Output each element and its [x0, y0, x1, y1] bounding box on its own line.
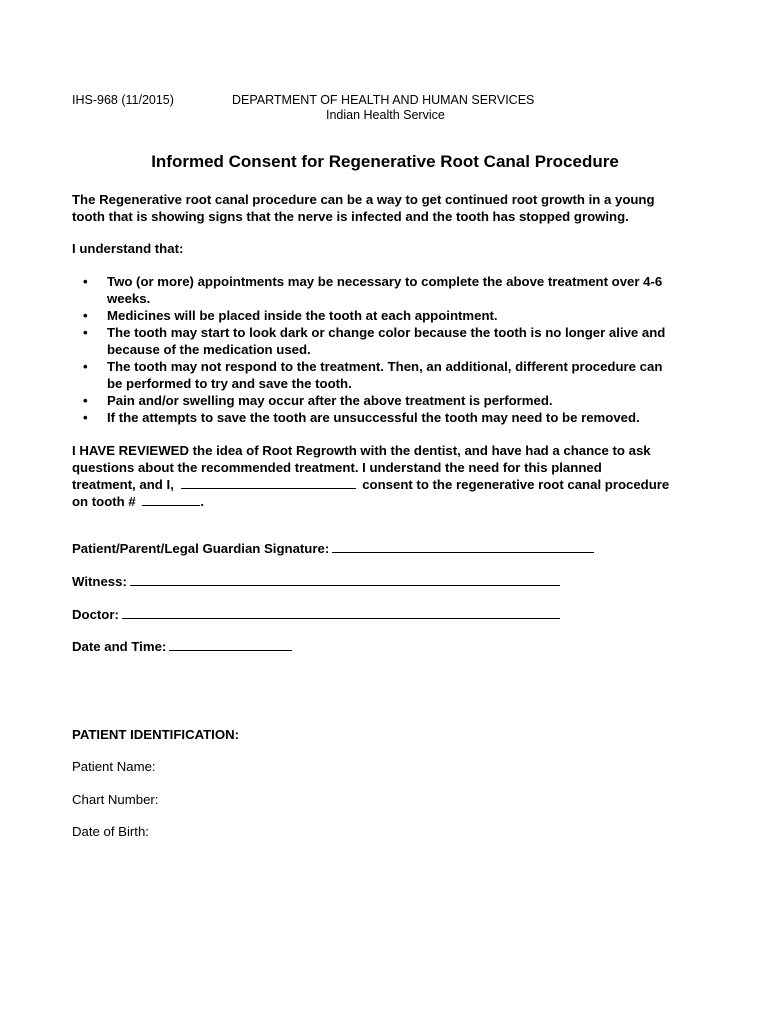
list-item: • Pain and/or swelling may occur after the above treatment is performed. — [83, 393, 553, 408]
patient-name-label: Patient Name: — [72, 759, 156, 774]
list-item: • Medicines will be placed inside the tooth at each appointment. — [83, 308, 498, 323]
witness-row — [72, 573, 560, 589]
list-item: • If the attempts to save the tooth are unsuccessful the tooth may need to be removed. — [83, 410, 640, 425]
bullet-icon: • — [83, 325, 88, 340]
bullet-icon: • — [83, 359, 88, 374]
bullet-icon: • — [83, 410, 88, 425]
intro-line-1: The Regenerative root canal procedure can be a way to get continued root growth in a young — [72, 192, 655, 207]
consent-line-3: treatment, and I, consent to the regenerative root canal procedure — [72, 477, 670, 492]
consent-line-4: on tooth # . — [72, 494, 205, 509]
date-time-label: Date and Time: — [72, 639, 167, 654]
department-name: DEPARTMENT OF HEALTH AND HUMAN SERVICES — [232, 93, 535, 107]
witness-label: Witness: — [72, 574, 127, 589]
consent-paragraph — [72, 442, 669, 510]
understand-label: I understand that: — [72, 241, 184, 256]
doctor-label: Doctor: — [72, 607, 119, 622]
witness-field[interactable] — [130, 573, 560, 586]
patient-signature-label: Patient/Parent/Legal Guardian Signature: — [72, 541, 330, 556]
consent-bullet-list — [72, 273, 665, 426]
date-time-field[interactable] — [169, 638, 292, 651]
patient-signature-field[interactable] — [332, 540, 594, 553]
list-item: • The tooth may start to look dark or change color because the tooth is no longer alive and because of the medication used. — [83, 325, 666, 357]
list-item: • Two (or more) appointments may be necessary to complete the above treatment over 4-6 weeks. — [83, 274, 663, 306]
patient-signature-row — [72, 540, 594, 556]
consenter-name-field[interactable] — [181, 476, 356, 489]
list-item: • The tooth may not respond to the treatment. Then, an additional, different procedure can be performed to try and save the tooth. — [83, 359, 663, 391]
bullet-icon: • — [83, 308, 88, 323]
consent-line-2: questions about the recommended treatment. I understand the need for this planned — [72, 460, 602, 475]
chart-number-label: Chart Number: — [72, 792, 159, 807]
consent-line-1: I HAVE REVIEWED the idea of Root Regrowth with the dentist, and have had a chance to ask — [72, 443, 651, 458]
date-of-birth-label: Date of Birth: — [72, 824, 149, 839]
agency-name: Indian Health Service — [326, 108, 445, 122]
page-title: Informed Consent for Regenerative Root Canal Procedure — [151, 152, 619, 171]
intro-paragraph — [72, 191, 655, 225]
bullet-icon: • — [83, 274, 88, 289]
doctor-field[interactable] — [122, 606, 560, 619]
intro-line-2: tooth that is showing signs that the nerve is infected and the tooth has stopped growing. — [72, 209, 629, 224]
date-time-row — [72, 638, 292, 654]
tooth-number-field[interactable] — [142, 493, 200, 506]
form-id: IHS-968 (11/2015) — [72, 93, 174, 107]
patient-id-heading: PATIENT IDENTIFICATION: — [72, 727, 240, 742]
doctor-row — [72, 606, 560, 622]
bullet-icon: • — [83, 393, 88, 408]
